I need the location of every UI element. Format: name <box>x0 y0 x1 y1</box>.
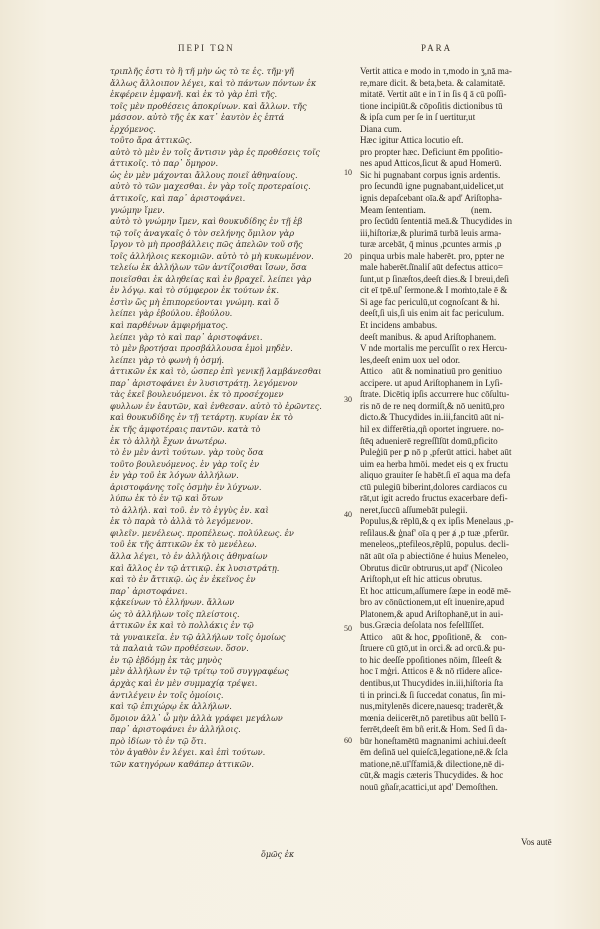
text-line: & ipſa cum per ſe in ſ uertitur,ut <box>360 112 476 123</box>
text-line: ſtrate. Dicētiq ipſis accurrere huc cōſultu- <box>360 389 510 400</box>
text-line: ἐν γὰρ τοῦ ἐκ λόγων ἀλλήλων. <box>110 470 239 481</box>
text-line: Si age fac periculū,ut cognoſcant & hi. <box>360 296 500 307</box>
text-line: ἀττικῶν ἐκ καὶ τὸ, ὡσπερ ἐπὶ γενικῇ λαμβάνεσθαι <box>110 366 322 377</box>
text-line: ſtēq aduenierē regreſſīſūt domū,pficito <box>360 435 498 446</box>
text-line: tione incipiūt.& cōpoſitis dictionibus tū <box>360 100 503 111</box>
text-line: λείπει γὰρ τὸ καὶ παρ᾽ ἀριστοφάνει. <box>110 331 263 342</box>
text-line: ἐκ τῆς ἀμφοτέραις παντῶν. κατὰ τὸ <box>110 423 261 434</box>
text-line: ἀριστοφάνης τοῖς ὀσμὴν ἐν λύχνων. <box>110 481 262 492</box>
text-line: ignis depaſcebant oīa.& apd' Ariſtopha- <box>360 193 503 204</box>
text-line: ἀντιλέγειν ἐν τοῖς ὁμοίοις. <box>110 689 224 700</box>
text-line: pro propter hæc. Deficiunt ēm ppoſitio- <box>360 146 503 157</box>
text-line: αὐτὸ τὸ τῶν μαχεσθαι. ἐν γὰρ τοῖς προτεραίοις. <box>110 181 311 192</box>
text-line: turæ arcebāt, q̄ minus ,pcuntes armis ,p <box>360 239 502 250</box>
text-line: ctū pulegiū biberint,dolores cardiacos cu <box>360 481 507 492</box>
text-line: Meam ſententiam. (nem. <box>360 204 492 215</box>
text-line: neret,ſuccū aſſumebāt pulegii. <box>360 504 468 515</box>
text-line: cit eī tpē.uſ' ſermone.& I moṁto,tale ē & <box>360 285 508 296</box>
text-line: nus,mitylenēs dicere,nauesq; traderēt,& <box>360 701 504 712</box>
text-line: μάσσον. αὐτὸ τῆς ἐκ κατ᾽ ἑαυτὸν ἐς ἑπτά <box>110 112 285 123</box>
line-number: 20 <box>344 252 352 261</box>
text-line: ti in princi.& ſi ſuccedat conatus, ſin mi- <box>360 689 506 700</box>
text-line: Attico⃕ aūt & hoc, ꝑpoſitionē, & ꝯcon- <box>360 631 507 642</box>
text-line: mœnia deiicerēt,nō paretibus aūt bellū ī- <box>360 712 507 723</box>
text-line: ὡς τὸ ἀλλήλων τοῖς πλείστοις. <box>110 608 240 619</box>
text-line: τὰ παλαιὰ τῶν προθέσεων. ὅσον. <box>110 643 249 654</box>
text-line: τῷ τοῖς ἀναγκαῖς ὁ τὸν σελήνης ὄμιλον γὰρ <box>110 227 295 238</box>
text-line: κᾀκείνων τὸ ἐλλήνων. ἄλλων <box>110 597 235 608</box>
text-line: τοῦτο ἄρα ἀττικῶς. <box>110 135 193 146</box>
latin-text-column <box>360 66 562 866</box>
text-line: ἀρχὰς καὶ ἐν μὲν συμμαχίᾳ τρέψει. <box>110 677 258 688</box>
text-line: λύπω ἐκ τὸ ἐν τῷ καὶ ὅτων <box>110 493 223 504</box>
text-line: les,deeſt enim uox uel odor. <box>360 354 460 365</box>
text-line: καὶ παρθένων ἀμφιρήματος. <box>110 320 228 331</box>
text-line: τοῦτο βουλευόμενος. ἐν γὰρ τοῖς ἐν <box>110 458 260 469</box>
text-line: iii,hiſtoriæ,& plurimā turbā leuis arma- <box>360 227 502 238</box>
text-line: Hæc igitur Attica locutio eſt. <box>360 135 464 146</box>
text-line: ἐκφέρειν ἐμφανῆ. καὶ ἐκ τὸ γὰρ ἐπὶ τῆς. <box>110 89 278 100</box>
text-line: τὸν ἀγαθὸν ἐν λέγει. καὶ ἐπὶ τούτων. <box>110 747 266 758</box>
text-line: ἐκ τὸ παρὰ τὸ ἀλλὰ τὸ λεγόμενον. <box>110 516 254 527</box>
text-line: reſilaus.& ģnaf' oīa q per ⱥ ,p tuæ ,pferūr. <box>360 527 509 538</box>
text-line: pro ſecundū igne pugnabant,uidelicet,ut <box>360 181 504 192</box>
text-line: ἀττικοῖς. τὸ παρ᾽ ὅμηρον. <box>110 158 219 169</box>
text-line: τὰ γυναικεῖα. ἐν τῷ ἀλλήλων τοῖς ὁμοίως <box>110 631 286 642</box>
text-line: uim ea herba hmōi. medet eis q ex fructu <box>360 458 508 469</box>
text-line: meneleos,,ptefileos,rēplū, populus. decli- <box>360 539 509 550</box>
text-line: τριπλῆς ἐστι τὸ ἢ τῆ μὴν ὡς τὸ τε ἐς. τῆμ·γῆ <box>110 66 294 76</box>
text-line: Et hoc atticum,aſſumere ſæpe in eodē mē- <box>360 585 511 596</box>
text-line: Diana cum. <box>360 123 402 134</box>
text-line: Puleģiū per ꝑ nō p ,pferūt attici. habet aūt <box>360 447 512 458</box>
greek-text-column <box>110 66 338 836</box>
text-line: παρ᾽ ἀριστοφάνει ἐν ἀλλήλοις. <box>110 724 241 735</box>
text-line: ſunt,ut p ſinæſtos,deeſt dies.& I breui,deſi <box>360 273 510 284</box>
text-line: παρ᾽ ἀριστοφάνει ἐν λυσιστράτῃ. λεγόμενον <box>110 377 298 388</box>
text-line: ſtruere cū gtō,ut in orci.& ad orcū.& pu- <box>360 643 506 654</box>
text-line: pinqua urbis male haberēt. pro, ppter ne <box>360 250 505 261</box>
line-number: 10 <box>344 168 352 177</box>
text-line: aliquo grauiter ſe habēt.ſi eī aqua ma defa <box>360 470 511 481</box>
text-line: τὸ ἐν μὲν ἀντὶ τούτων. γὰρ τοὺς ὅσα <box>110 447 264 458</box>
text-line: hoc ī mģri. Atticos ē & nō rīidere aſice- <box>360 666 503 677</box>
text-line: καὶ θουκυδίδης ἐν τῇ τετάρτῃ. κυρίαν ἐκ τὸ <box>110 412 293 423</box>
text-line: ὅμοιον ἀλλ᾽ ὦ μὴν ἀλλὰ γράφει μεγάλων <box>110 712 283 723</box>
text-line: nāt aūt oīa p abiectiōne é huius Meneleo, <box>360 550 509 561</box>
text-line: καὶ ἄλλος ἐν τῷ ἀττικῷ. ἐκ λυσιστράτῃ. <box>110 562 280 573</box>
text-line: Sic hi pugnabant corpus ignis ardentis. <box>360 169 501 180</box>
text-line: accipere. ut apud Ariſtophanem in Lyſi- <box>360 377 503 388</box>
text-line: φυλλων ἐν ἑαυτῶν, καὶ ἐνθεσαν. αὐτὸ τὸ ἐρῶντες. <box>110 400 322 411</box>
text-line: Vertit attica e modo in τ,modo in ʒ,nā ma- <box>360 66 512 76</box>
text-line: λείπει γὰρ ἐβούλου. ἐβούλου. <box>110 308 233 319</box>
text-line: ris nō de re neq dormiſt,& nō uenitū,pro <box>360 400 505 411</box>
text-line: τοῖς ἀλλήλοις κεκομιῶν. αὐτὸ τὸ μὴ κυκωμένον. <box>110 250 314 261</box>
text-line: τοῦ ἐκ τῆς ἀπτικῶν ἐκ τὸ μενέλεω. <box>110 539 257 550</box>
text-line: dicto.& Thucydides in.iii,fancitū aūt ni- <box>360 412 504 423</box>
text-line: πρὸ ἰδίων τὸ ἐν τῷ ὅτι. <box>110 735 207 746</box>
text-line: hil ex differētia,qñ oportet ingruere. no- <box>360 423 504 434</box>
line-number: 50 <box>344 624 352 633</box>
text-line: male haberēt.ſīnaliſ aūt defectus attico= <box>360 262 504 273</box>
text-line: ἄλλως ἄλλοιπον λέγει, καὶ τὸ πάντων πόντων ἐκ <box>110 77 317 88</box>
text-line: ἐστὶν ὥς μὴ ἐπιπορεύονται γνώμη. καὶ ὅ <box>110 296 279 307</box>
text-line: Attico⃕ aūt & nominatiuū pro genitiuo <box>360 366 502 377</box>
text-line: ἐκ τὸ ἀλλὴλ ἔχων ἀνωτέρω. <box>110 435 227 446</box>
text-line: nouū gñaſr,acattici,ut apd' Demoſthen. <box>360 781 498 792</box>
catchword-left: ὅμῶς ἐκ <box>261 850 295 859</box>
text-line: τελείω ἐκ ἀλλήλων τῶν ἀντίζοισθαι ἴσων, ὅσα <box>110 262 307 273</box>
text-line: mitatē. Vertit aūt e in ī in ſis q̄ ā cū poſſi- <box>360 89 507 100</box>
running-header-left: ΠΕΡΙ ΤΩΝ <box>178 43 235 53</box>
text-line: bus.Græcia deſolata nos feſellīſſet. <box>360 620 484 631</box>
text-line: γνώμην ἴμεν. <box>110 204 165 215</box>
text-line: cūt,& magis cæteris Thucydides. & hoc <box>360 770 504 781</box>
text-line: ēm deſinā uel quieſcā,legatione,nē.& ſcla <box>360 747 508 758</box>
text-line: būr honeſtamētū magnanimi achiui.deeſt <box>360 735 507 746</box>
text-line: ἴργον τὸ μὴ προσβάλλεις πῶς ἀπελῶν τοῦ σῆς <box>110 239 303 250</box>
text-line: matione,nē.uī'ſfamiā,& dilectione,nē di- <box>360 758 505 769</box>
text-line: re,mare dicit. & beta,beta. & calamitatē. <box>360 77 506 88</box>
text-line: Obrutus dicūr obtrurus,ut apd' (Nicoleo <box>360 562 503 573</box>
text-line: τῶν κατηγόρων καθάπερ ἀττικῶν. <box>110 758 254 769</box>
text-line: ἐν λόγῳ. καὶ τὸ σύμφερον ἐκ τούτων ἐκ. <box>110 285 279 296</box>
text-line: pro ſecūdū ſententiā meā.& Thucydides in <box>360 216 513 227</box>
text-line: καὶ τῷ ἐπιχώρῳ ἐκ ἀλλήλων. <box>110 701 232 712</box>
text-line: V nde mortalis me percuſſit o rex Hercu- <box>360 343 508 354</box>
text-line: ἀττικῶν ἐκ καὶ τὸ πολλάκις ἐν τῷ <box>110 620 254 631</box>
text-line: Platonem,& apud Ariſtophanē,ut in aui- <box>360 608 504 619</box>
text-line: ὡς ἐν μὲν μάχονται ἄλλους ποιεῖ ἀθηναίους. <box>110 169 298 180</box>
text-line: τὰς ἐκεῖ βουλευόμενοι. ἐκ τὸ προσέχομεν <box>110 389 284 400</box>
text-line: Populus,& rēplū,& q ex ipſis Menelaus ,p- <box>360 516 514 527</box>
text-line: bro av cōnūctionem,ut eſt inuenire,apud <box>360 597 505 608</box>
text-line: λείπει γὰρ τὸ φωνὴ ἡ ὀσμή. <box>110 354 225 365</box>
line-number: 30 <box>344 395 352 404</box>
text-line: Ariſtoph,ut eſt hic atticus obrutus. <box>360 574 483 585</box>
text-line: φιλεῖν. μενέλεως. προπέλεως. πολύλεως. ἐν <box>110 527 294 538</box>
text-line: καὶ τὸ ἐν ἄττικῷ. ὡς ἐν ἐκεῖνος ἐν <box>110 574 256 585</box>
line-number: 40 <box>344 510 352 519</box>
text-line: παρ᾽ ἀριστοφάνει. <box>110 585 188 596</box>
text-line: ἄλλα λέγει, τὸ ἐν ἀλλήλοις ἀθηναίων <box>110 550 268 561</box>
text-line: ἐν τῷ ἑβδόμῃ ἐκ τὰς μηνὸς <box>110 654 222 665</box>
text-line: τὸ ἀλλήλ. καὶ τοῦ. ἐν τὸ ἐγγὺς ἐν. καὶ <box>110 504 269 515</box>
text-line: to hic deeſſe ppoſitiones nōim, ſīleeſt & <box>360 654 502 665</box>
text-line: ἀττικοῖς, καὶ παρ᾽ ἀριστοφάνει. <box>110 193 246 204</box>
text-line: αὐτὸ τὸ μὲν ἐν τοῖς ἄντισιν γὰρ ἐς προθέσεις τοῖς <box>110 146 320 157</box>
running-header-right: PARA <box>421 43 453 53</box>
line-number: 60 <box>344 736 352 745</box>
text-line: Et incidens ambabus. <box>360 320 438 331</box>
text-line: τοῖς μὲν προθέσεις ἀποκρίνων. καὶ ἄλλων. τῆς <box>110 100 307 111</box>
catchword-right: Vos autē <box>521 837 552 847</box>
text-line: dentibus,ut Thucydides in.iii,hiſtoria ſta <box>360 677 504 688</box>
text-line: μὲν ἀλλήλων ἐν τῷ τρίτῳ τοῦ συγγραφέως <box>110 666 289 677</box>
text-line: deeſt,ſi uis,ſi uis enim ait fac periculum. <box>360 308 504 319</box>
text-line: τὸ μὲν βροτήσαι προσβάλλουσα ἐμοὶ μηδὲν. <box>110 343 293 354</box>
text-line: rāt,ut igit acredo fructus exacerbare defi- <box>360 493 508 504</box>
text-line: nes apud Atticos,ſicut & apud Homerū. <box>360 158 502 169</box>
text-line: ἐρχόμενος. <box>110 123 156 134</box>
text-line: αὐτὸ τὸ γνώμην ἴμεν, καὶ θουκυδίδης ἐν τῇ ἑβ <box>110 216 303 227</box>
text-line: ferrēt,deeſt ēm bñ erit.& Hom. Sed ſi da- <box>360 724 508 735</box>
text-line: deeſt manibus. & apud Ariſtophanem. <box>360 331 497 342</box>
text-line: ποιεῖσθαι ἐκ ἀληθείας καὶ ἐν βραχεῖ. λείπει γὰρ <box>110 273 312 284</box>
